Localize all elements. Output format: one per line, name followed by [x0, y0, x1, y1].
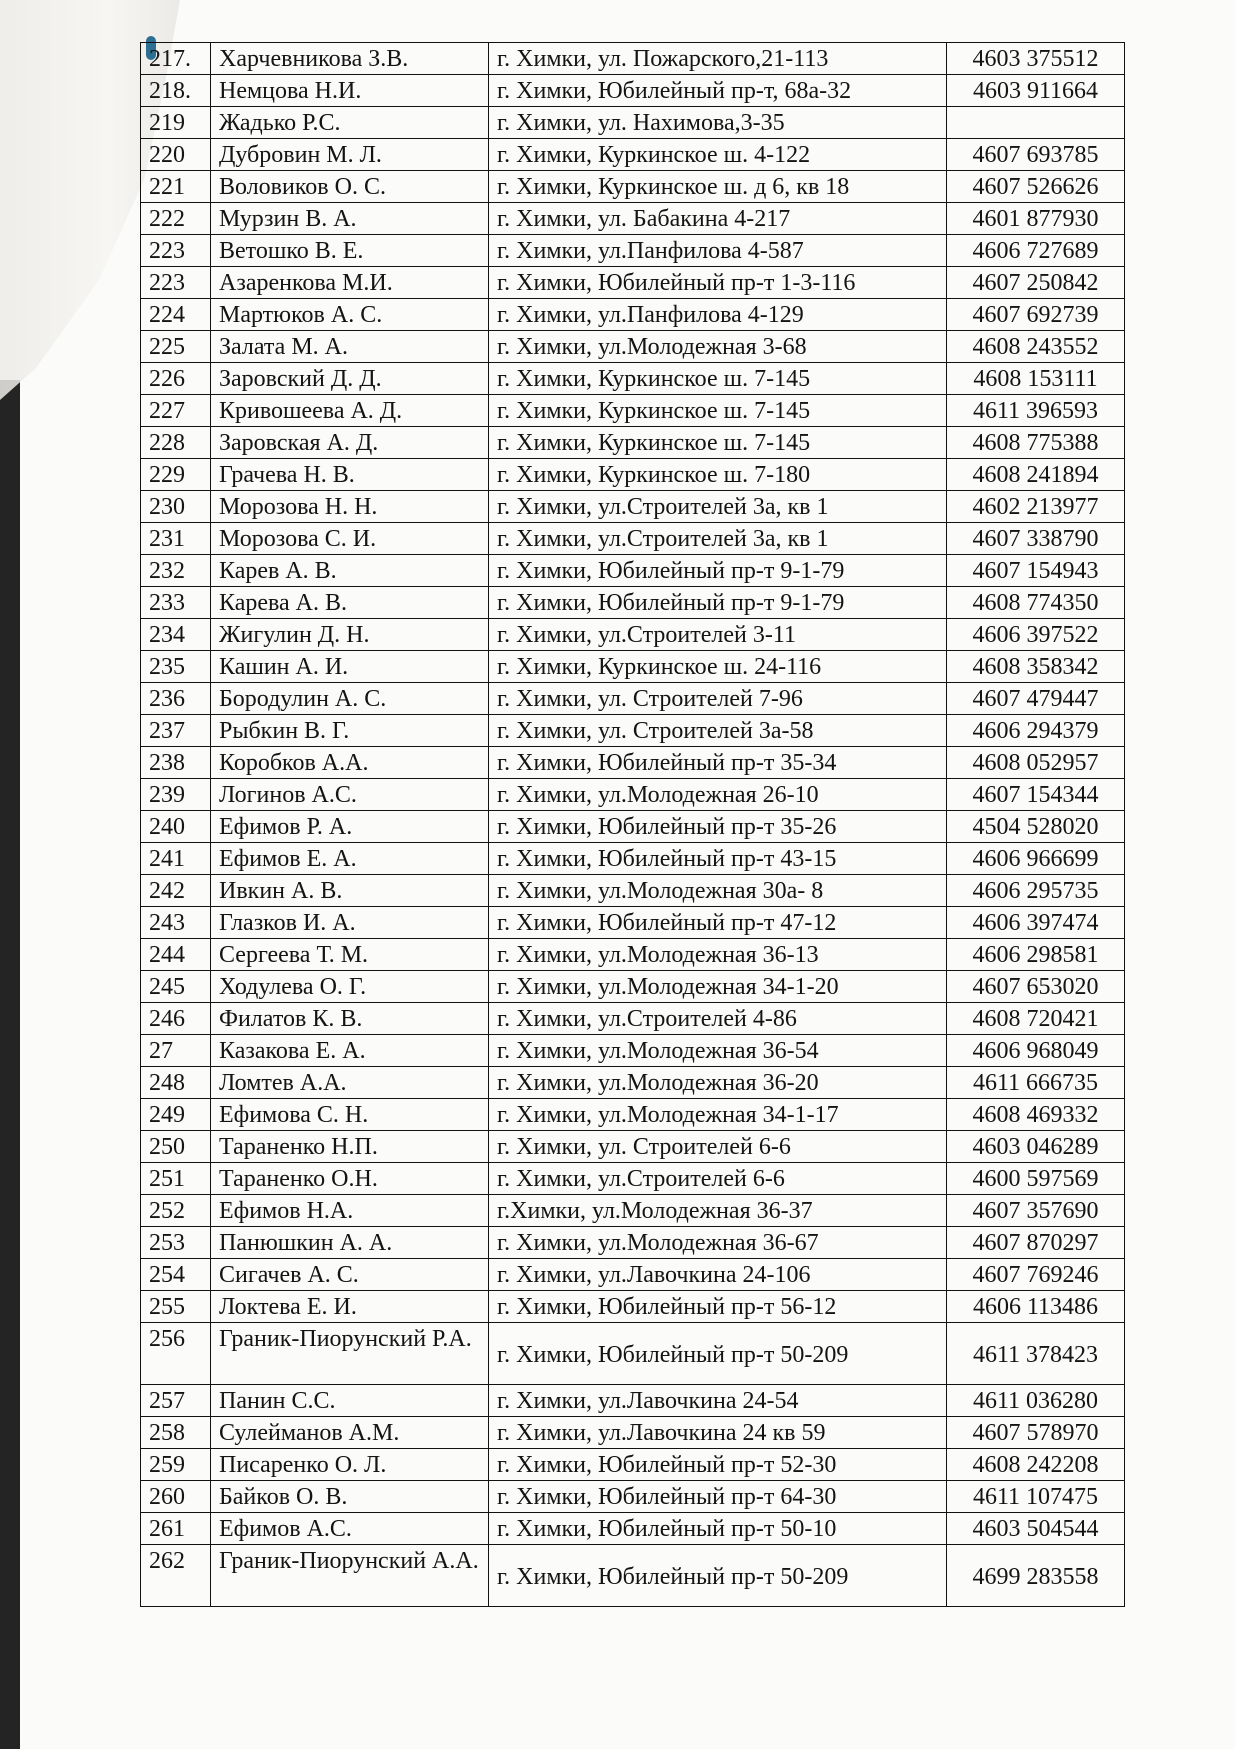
- passport-number: 4600 597569: [947, 1163, 1125, 1195]
- resident-name: Сергеева Т. М.: [211, 939, 489, 971]
- table-row: [141, 171, 1125, 203]
- table-row: [141, 363, 1125, 395]
- passport-number: 4608 243552: [947, 331, 1125, 363]
- resident-name: Залата М. А.: [211, 331, 489, 363]
- passport-number: 4608 153111: [947, 363, 1125, 395]
- table-row: [141, 523, 1125, 555]
- resident-name: Кашин А. И.: [211, 651, 489, 683]
- resident-address: г. Химки, Юбилейный пр-т 50-209: [489, 1545, 947, 1607]
- resident-address: г. Химки, ул. Строителей 3а-58: [489, 715, 947, 747]
- row-number: 226: [141, 363, 211, 395]
- passport-number: 4611 396593: [947, 395, 1125, 427]
- row-number: 243: [141, 907, 211, 939]
- row-number: 257: [141, 1385, 211, 1417]
- resident-address: г. Химки, ул. Строителей 6-6: [489, 1131, 947, 1163]
- resident-address: г. Химки, Юбилейный пр-т, 68а-32: [489, 75, 947, 107]
- table-row: [141, 555, 1125, 587]
- resident-name: Бородулин А. С.: [211, 683, 489, 715]
- passport-number: 4602 213977: [947, 491, 1125, 523]
- passport-number: 4603 504544: [947, 1513, 1125, 1545]
- resident-name: Дубровин М. Л.: [211, 139, 489, 171]
- passport-number: 4601 877930: [947, 203, 1125, 235]
- table-row: [141, 299, 1125, 331]
- resident-address: г. Химки, Куркинское ш. 4-122: [489, 139, 947, 171]
- resident-name: Сулейманов А.М.: [211, 1417, 489, 1449]
- table-row: [141, 1035, 1125, 1067]
- passport-number: 4606 727689: [947, 235, 1125, 267]
- row-number: 238: [141, 747, 211, 779]
- row-number: 233: [141, 587, 211, 619]
- resident-name: Ветошко В. Е.: [211, 235, 489, 267]
- resident-address: г. Химки, ул.Строителей 3а, кв 1: [489, 491, 947, 523]
- passport-number: 4606 295735: [947, 875, 1125, 907]
- passport-number: 4607 653020: [947, 971, 1125, 1003]
- resident-name: Ефимова С. Н.: [211, 1099, 489, 1131]
- resident-name: Азаренкова М.И.: [211, 267, 489, 299]
- row-number: 225: [141, 331, 211, 363]
- passport-number: 4606 397474: [947, 907, 1125, 939]
- resident-name: Ломтев А.А.: [211, 1067, 489, 1099]
- resident-address: г. Химки, ул.Молодежная 3-68: [489, 331, 947, 363]
- resident-name: Панюшкин А. А.: [211, 1227, 489, 1259]
- resident-name: Морозова С. И.: [211, 523, 489, 555]
- resident-name: Сигачев А. С.: [211, 1259, 489, 1291]
- row-number: 252: [141, 1195, 211, 1227]
- table-row: [141, 75, 1125, 107]
- resident-address: г. Химки, ул.Строителей 6-6: [489, 1163, 947, 1195]
- resident-address: г. Химки, Юбилейный пр-т 47-12: [489, 907, 947, 939]
- resident-name: Жадько Р.С.: [211, 107, 489, 139]
- resident-address: г. Химки, ул.Лавочкина 24-106: [489, 1259, 947, 1291]
- passport-number: 4608 774350: [947, 587, 1125, 619]
- resident-address: г. Химки, Юбилейный пр-т 56-12: [489, 1291, 947, 1323]
- passport-number: 4611 666735: [947, 1067, 1125, 1099]
- table-row: [141, 1513, 1125, 1545]
- resident-name: Филатов К. В.: [211, 1003, 489, 1035]
- row-number: 223: [141, 267, 211, 299]
- resident-address: г. Химки, ул.Строителей 3а, кв 1: [489, 523, 947, 555]
- resident-address: г. Химки, ул.Лавочкина 24 кв 59: [489, 1417, 947, 1449]
- resident-address: г. Химки, Юбилейный пр-т 9-1-79: [489, 587, 947, 619]
- passport-number: 4608 469332: [947, 1099, 1125, 1131]
- table-row: [141, 107, 1125, 139]
- row-number: 245: [141, 971, 211, 1003]
- table-row: [141, 43, 1125, 75]
- row-number: 218.: [141, 75, 211, 107]
- resident-address: г. Химки, ул. Строителей 7-96: [489, 683, 947, 715]
- table-row: [141, 747, 1125, 779]
- table-row: [141, 1163, 1125, 1195]
- resident-name: Карева А. В.: [211, 587, 489, 619]
- resident-name: Тараненко О.Н.: [211, 1163, 489, 1195]
- resident-address: г. Химки, Куркинское ш. 7-145: [489, 395, 947, 427]
- table-row: [141, 1449, 1125, 1481]
- row-number: 244: [141, 939, 211, 971]
- passport-number: 4603 911664: [947, 75, 1125, 107]
- passport-number: 4607 693785: [947, 139, 1125, 171]
- resident-address: г. Химки, ул.Строителей 4-86: [489, 1003, 947, 1035]
- table-row: [141, 683, 1125, 715]
- row-number: 27: [141, 1035, 211, 1067]
- table-row: [141, 651, 1125, 683]
- passport-number: 4607 154943: [947, 555, 1125, 587]
- resident-address: г. Химки, Куркинское ш. 7-180: [489, 459, 947, 491]
- row-number: 222: [141, 203, 211, 235]
- row-number: 250: [141, 1131, 211, 1163]
- table-row: [141, 939, 1125, 971]
- scanner-shadow: [0, 380, 20, 1749]
- resident-name: Харчевникова З.В.: [211, 43, 489, 75]
- passport-number: 4608 052957: [947, 747, 1125, 779]
- row-number: 253: [141, 1227, 211, 1259]
- resident-name: Воловиков О. С.: [211, 171, 489, 203]
- passport-number: 4611 378423: [947, 1323, 1125, 1385]
- resident-name: Байков О. В.: [211, 1481, 489, 1513]
- table-row: [141, 203, 1125, 235]
- row-number: 241: [141, 843, 211, 875]
- table-row: [141, 1481, 1125, 1513]
- resident-name: Писаренко О. Л.: [211, 1449, 489, 1481]
- resident-name: Рыбкин В. Г.: [211, 715, 489, 747]
- resident-address: г. Химки, ул.Панфилова 4-587: [489, 235, 947, 267]
- row-number: 228: [141, 427, 211, 459]
- row-number: 254: [141, 1259, 211, 1291]
- table-row: [141, 843, 1125, 875]
- row-number: 251: [141, 1163, 211, 1195]
- table-row: [141, 811, 1125, 843]
- residents-table: [140, 42, 1125, 1607]
- row-number: 224: [141, 299, 211, 331]
- passport-number: 4608 775388: [947, 427, 1125, 459]
- passport-number: 4606 966699: [947, 843, 1125, 875]
- table-row: [141, 971, 1125, 1003]
- row-number: 235: [141, 651, 211, 683]
- resident-address: г. Химки, Юбилейный пр-т 9-1-79: [489, 555, 947, 587]
- resident-address: г. Химки, ул. Пожарского,21-113: [489, 43, 947, 75]
- passport-number: 4607 578970: [947, 1417, 1125, 1449]
- resident-address: г. Химки, ул.Молодежная 34-1-20: [489, 971, 947, 1003]
- resident-name: Морозова Н. Н.: [211, 491, 489, 523]
- passport-number: 4606 298581: [947, 939, 1125, 971]
- passport-number: 4607 769246: [947, 1259, 1125, 1291]
- passport-number: 4606 113486: [947, 1291, 1125, 1323]
- row-number: 249: [141, 1099, 211, 1131]
- resident-name: Немцова Н.И.: [211, 75, 489, 107]
- resident-name: Ефимов Н.А.: [211, 1195, 489, 1227]
- table-row: [141, 331, 1125, 363]
- row-number: 239: [141, 779, 211, 811]
- row-number: 217.: [141, 43, 211, 75]
- resident-name: Коробков А.А.: [211, 747, 489, 779]
- resident-name: Граник-Пиорунский А.А.: [211, 1545, 489, 1607]
- resident-name: Ивкин А. В.: [211, 875, 489, 907]
- passport-number: 4607 357690: [947, 1195, 1125, 1227]
- resident-address: г. Химки, Юбилейный пр-т 43-15: [489, 843, 947, 875]
- passport-number: 4611 107475: [947, 1481, 1125, 1513]
- row-number: 232: [141, 555, 211, 587]
- row-number: 236: [141, 683, 211, 715]
- table-row: [141, 427, 1125, 459]
- table-row: [141, 619, 1125, 651]
- table-row: [141, 1003, 1125, 1035]
- passport-number: 4608 242208: [947, 1449, 1125, 1481]
- table-row: [141, 1417, 1125, 1449]
- resident-name: Заровский Д. Д.: [211, 363, 489, 395]
- resident-name: Ефимов Е. А.: [211, 843, 489, 875]
- table-row: [141, 267, 1125, 299]
- resident-address: г. Химки, ул.Молодежная 34-1-17: [489, 1099, 947, 1131]
- row-number: 242: [141, 875, 211, 907]
- table-row: [141, 1259, 1125, 1291]
- resident-address: г. Химки, ул.Панфилова 4-129: [489, 299, 947, 331]
- row-number: 231: [141, 523, 211, 555]
- resident-name: Глазков И. А.: [211, 907, 489, 939]
- resident-address: г. Химки, ул.Молодежная 36-20: [489, 1067, 947, 1099]
- resident-address: г. Химки, Куркинское ш. 7-145: [489, 427, 947, 459]
- row-number: 246: [141, 1003, 211, 1035]
- table-row: [141, 779, 1125, 811]
- passport-number: 4603 046289: [947, 1131, 1125, 1163]
- resident-name: Логинов А.С.: [211, 779, 489, 811]
- resident-address: г. Химки, Юбилейный пр-т 1-3-116: [489, 267, 947, 299]
- resident-address: г. Химки, ул. Нахимова,3-35: [489, 107, 947, 139]
- resident-name: Мартюков А. С.: [211, 299, 489, 331]
- table-row: [141, 1099, 1125, 1131]
- resident-address: г. Химки, ул.Молодежная 30а- 8: [489, 875, 947, 907]
- resident-name: Граник-Пиорунский Р.А.: [211, 1323, 489, 1385]
- resident-name: Кривошеева А. Д.: [211, 395, 489, 427]
- passport-number: 4607 479447: [947, 683, 1125, 715]
- table-row: [141, 395, 1125, 427]
- table-row: [141, 459, 1125, 491]
- passport-number: 4607 250842: [947, 267, 1125, 299]
- passport-number: 4699 283558: [947, 1545, 1125, 1607]
- table-row: [141, 715, 1125, 747]
- resident-name: Ходулева О. Г.: [211, 971, 489, 1003]
- table-row: [141, 587, 1125, 619]
- passport-number: 4607 526626: [947, 171, 1125, 203]
- resident-address: г. Химки, Куркинское ш. 7-145: [489, 363, 947, 395]
- row-number: 230: [141, 491, 211, 523]
- passport-number: 4611 036280: [947, 1385, 1125, 1417]
- resident-name: Тараненко Н.П.: [211, 1131, 489, 1163]
- table-row: [141, 1545, 1125, 1607]
- resident-name: Ефимов Р. А.: [211, 811, 489, 843]
- passport-number: 4606 968049: [947, 1035, 1125, 1067]
- row-number: 262: [141, 1545, 211, 1607]
- resident-address: г. Химки, ул.Молодежная 26-10: [489, 779, 947, 811]
- resident-address: г. Химки, ул.Строителей 3-11: [489, 619, 947, 651]
- row-number: 256: [141, 1323, 211, 1385]
- resident-name: Заровская А. Д.: [211, 427, 489, 459]
- passport-number: 4607 338790: [947, 523, 1125, 555]
- passport-number: [947, 107, 1125, 139]
- resident-name: Мурзин В. А.: [211, 203, 489, 235]
- passport-number: 4608 720421: [947, 1003, 1125, 1035]
- passport-number: 4608 358342: [947, 651, 1125, 683]
- resident-address: г. Химки, ул.Лавочкина 24-54: [489, 1385, 947, 1417]
- resident-address: г. Химки, Юбилейный пр-т 64-30: [489, 1481, 947, 1513]
- row-number: 248: [141, 1067, 211, 1099]
- passport-number: 4606 294379: [947, 715, 1125, 747]
- resident-name: Карев А. В.: [211, 555, 489, 587]
- table-row: [141, 1067, 1125, 1099]
- passport-number: 4504 528020: [947, 811, 1125, 843]
- table-row: [141, 1291, 1125, 1323]
- table-row: [141, 1323, 1125, 1385]
- table-row: [141, 491, 1125, 523]
- row-number: 258: [141, 1417, 211, 1449]
- resident-name: Ефимов А.С.: [211, 1513, 489, 1545]
- passport-number: 4607 154344: [947, 779, 1125, 811]
- row-number: 260: [141, 1481, 211, 1513]
- passport-number: 4606 397522: [947, 619, 1125, 651]
- row-number: 221: [141, 171, 211, 203]
- resident-address: г. Химки, ул.Молодежная 36-13: [489, 939, 947, 971]
- table-row: [141, 1131, 1125, 1163]
- row-number: 237: [141, 715, 211, 747]
- resident-address: г. Химки, Куркинское ш. 24-116: [489, 651, 947, 683]
- table-row: [141, 1227, 1125, 1259]
- resident-name: Локтева Е. И.: [211, 1291, 489, 1323]
- resident-name: Панин С.С.: [211, 1385, 489, 1417]
- passport-number: 4607 870297: [947, 1227, 1125, 1259]
- resident-name: Жигулин Д. Н.: [211, 619, 489, 651]
- row-number: 255: [141, 1291, 211, 1323]
- table-row: [141, 907, 1125, 939]
- table-row: [141, 139, 1125, 171]
- row-number: 240: [141, 811, 211, 843]
- resident-address: г. Химки, Юбилейный пр-т 35-34: [489, 747, 947, 779]
- resident-address: г. Химки, ул. Бабакина 4-217: [489, 203, 947, 235]
- passport-number: 4603 375512: [947, 43, 1125, 75]
- row-number: 227: [141, 395, 211, 427]
- resident-address: г. Химки, Юбилейный пр-т 52-30: [489, 1449, 947, 1481]
- resident-address: г. Химки, Юбилейный пр-т 50-10: [489, 1513, 947, 1545]
- row-number: 229: [141, 459, 211, 491]
- row-number: 220: [141, 139, 211, 171]
- passport-number: 4608 241894: [947, 459, 1125, 491]
- row-number: 261: [141, 1513, 211, 1545]
- resident-address: г. Химки, ул.Молодежная 36-54: [489, 1035, 947, 1067]
- resident-name: Грачева Н. В.: [211, 459, 489, 491]
- resident-address: г. Химки, ул.Молодежная 36-67: [489, 1227, 947, 1259]
- table-row: [141, 1195, 1125, 1227]
- table-row: [141, 1385, 1125, 1417]
- resident-address: г. Химки, Куркинское ш. д 6, кв 18: [489, 171, 947, 203]
- row-number: 219: [141, 107, 211, 139]
- table-row: [141, 875, 1125, 907]
- row-number: 259: [141, 1449, 211, 1481]
- resident-name: Казакова Е. А.: [211, 1035, 489, 1067]
- passport-number: 4607 692739: [947, 299, 1125, 331]
- resident-address: г. Химки, Юбилейный пр-т 35-26: [489, 811, 947, 843]
- table-row: [141, 235, 1125, 267]
- row-number: 223: [141, 235, 211, 267]
- resident-address: г.Химки, ул.Молодежная 36-37: [489, 1195, 947, 1227]
- resident-address: г. Химки, Юбилейный пр-т 50-209: [489, 1323, 947, 1385]
- row-number: 234: [141, 619, 211, 651]
